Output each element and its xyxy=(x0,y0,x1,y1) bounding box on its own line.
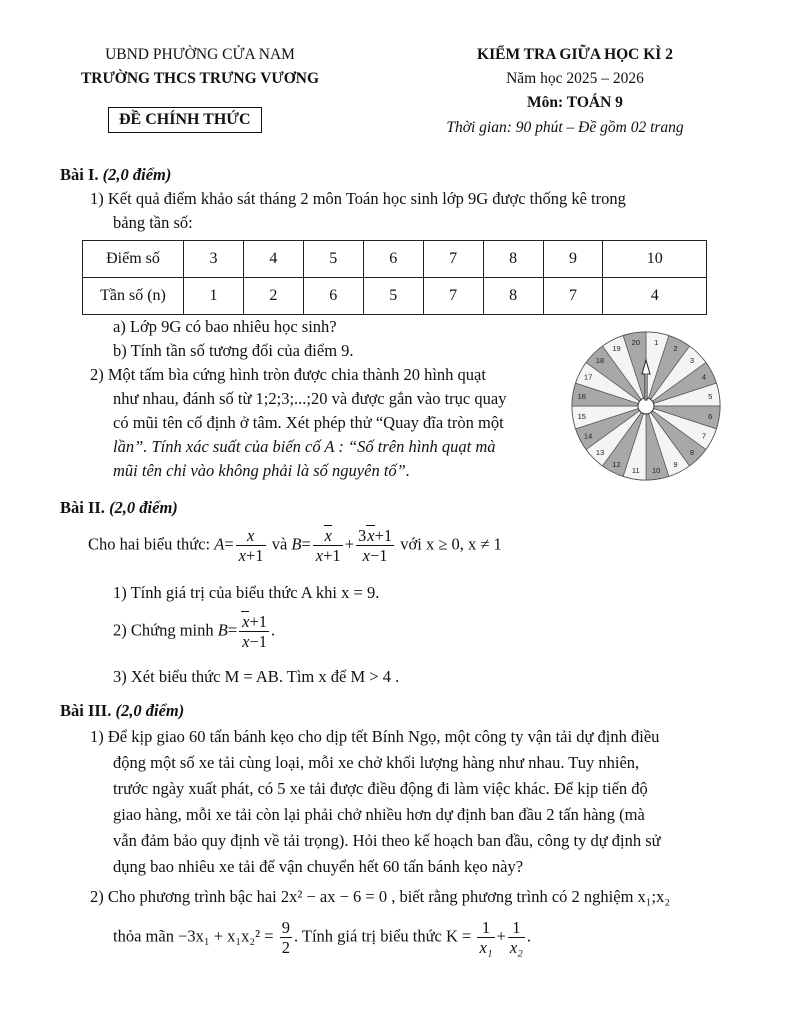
section-1-title: Bài I. xyxy=(60,165,99,184)
q2-3: 3) Xét biểu thức M = AB. Tìm x để M > 4 . xyxy=(113,667,400,686)
wheel-number-label: 18 xyxy=(595,356,605,366)
frequency-table xyxy=(82,240,707,315)
q3-1-line3: trước ngày xuất phát, có 5 xe tải được điều động đi làm việc khác. Để kịp tiến độ xyxy=(113,779,648,798)
section-1-points: (2,0 điểm) xyxy=(102,165,172,184)
wheel-number-label: 12 xyxy=(612,459,621,469)
q2-2: 2) Chứng minh B= $\frac{x+1}{x-1}$ . xyxy=(113,612,276,651)
table-cell: 7 xyxy=(543,278,603,315)
q1-1a: a) Lớp 9G có bao nhiêu học sinh? xyxy=(113,317,337,336)
section-2-heading xyxy=(60,495,178,520)
q1-2-line5: mũi tên chỉ vào không phải là số nguyên tố”. xyxy=(113,461,410,480)
table-cell: 1 xyxy=(184,278,244,315)
wheel-number-label: 11 xyxy=(631,466,640,476)
wheel-number-label: 16 xyxy=(577,391,586,401)
wheel-number-label: 20 xyxy=(631,337,641,347)
table-cell: 7 xyxy=(423,278,483,315)
wheel-number-label: 9 xyxy=(673,459,678,469)
q3-1-line4: giao hàng, mỗi xe tải còn lại phải chở nhiều hơn dự định ban đầu 2 tấn hàng (mà xyxy=(113,805,645,824)
q3-2-line1: 2) Cho phương trình bậc hai 2x² − ax − 6 = 0 , biết rằng phương trình có 2 nghiệm x₁;x₂ xyxy=(90,887,671,906)
wheel-number-label: 1 xyxy=(654,337,659,347)
q1-2-line3: có mũi tên cố định ở tâm. Xét phép thử “Quay đĩa tròn một xyxy=(113,413,504,432)
wheel-number-label: 15 xyxy=(577,412,586,422)
table-cell: 4 xyxy=(603,278,707,315)
q1-2-line1: 2) Một tấm bìa cứng hình tròn được chia thành 20 hình quạt xyxy=(90,365,486,384)
table-cell: 3 xyxy=(184,241,244,278)
table-cell: 5 xyxy=(303,241,363,278)
q1-2-line4: lần”. Tính xác suất của biến cố A : “Số trên hình quạt mà xyxy=(113,437,496,456)
q3-1-line1: 1) Để kịp giao 60 tấn bánh kẹo cho dịp tết Bính Ngọ, một công ty vận tải dự định điều xyxy=(90,727,660,746)
and-word: và xyxy=(271,534,288,554)
section-3-title: Bài III. xyxy=(60,701,112,720)
wheel-number-label: 17 xyxy=(583,372,593,382)
wheel-number-label: 19 xyxy=(612,344,621,354)
official-label: ĐỀ CHÍNH THỨC xyxy=(108,107,262,133)
q1-1-line1: 1) Kết quả điểm khảo sát tháng 2 môn Toán học sinh lớp 9G được thống kê trong xyxy=(90,189,626,208)
wheel-number-label: 14 xyxy=(583,431,593,441)
section-2-points: (2,0 điểm) xyxy=(109,498,178,517)
q1-2-line2: như nhau, đánh số từ 1;2;3;...;20 và được gắn vào trục quay xyxy=(113,389,507,408)
wheel-number-label: 10 xyxy=(651,466,661,476)
q3-1-line2: động một số xe tải cùng loại, mỗi xe chở khối lượng hàng như nhau. Tuy nhiên, xyxy=(113,753,640,772)
wheel-number-label: 8 xyxy=(689,447,695,457)
wheel-number-label: 3 xyxy=(689,356,695,366)
q3-2-condition: thỏa mãn −3x₁ + x₁x₂² = xyxy=(113,926,274,946)
table-row-scores xyxy=(83,241,707,278)
q3-1-line5: vẫn đảm bảo quy định về tải trọng). Hỏi theo kế hoạch ban đầu, công ty dự định sử xyxy=(113,831,661,850)
table-cell: 2 xyxy=(243,278,303,315)
section-1-heading xyxy=(60,162,171,187)
q3-2-ask: . Tính giá trị biểu thức K = xyxy=(293,926,472,946)
table-cell: 8 xyxy=(483,278,543,315)
q3-2-line2: thỏa mãn −3x₁ + x₁x₂² = $\frac{9}{2}$ . Tính giá trị biểu thức K = $\frac{1}{\text{x₁}}$ + $\frac{1}{\text{x₂}}$ . xyxy=(113,918,532,957)
table-cell: 8 xyxy=(483,241,543,278)
table-cell: 7 xyxy=(423,241,483,278)
q2-1: 1) Tính giá trị của biểu thức A khi x = 9. xyxy=(113,583,380,602)
q1-1-line2: bảng tần số: xyxy=(113,213,193,232)
expressions-line: Cho hai biểu thức: A= $\frac{x}{x+1}$ và B= $\frac{x}{x+1}$ + $\frac{3x+1}{x-1}$ với x ≥ 0, x ≠ 1 xyxy=(88,526,502,565)
wheel-number-label: 6 xyxy=(708,412,713,422)
expressions-intro: Cho hai biểu thức: xyxy=(88,534,211,554)
table-cell: 6 xyxy=(363,241,423,278)
wheel-number-label: 13 xyxy=(595,447,605,457)
table-cell: 5 xyxy=(363,278,423,315)
condition: với x ≥ 0, x ≠ 1 xyxy=(400,534,502,554)
school-year: Năm học 2025 – 2026 xyxy=(506,70,644,87)
section-3-heading xyxy=(60,698,184,723)
district-name: UBND PHƯỜNG CỬA NAM xyxy=(105,46,295,63)
q3-1-line6: dụng bao nhiêu xe tải để vận chuyển hết 60 tấn bánh kẹo này? xyxy=(113,857,524,876)
q2-2-text: 2) Chứng minh xyxy=(113,620,214,640)
table-row-freqs xyxy=(83,278,707,315)
exam-title: KIỂM TRA GIỮA HỌC KÌ 2 xyxy=(477,46,673,63)
school-name: TRƯỜNG THCS TRƯNG VƯƠNG xyxy=(80,70,320,87)
subject: Môn: TOÁN 9 xyxy=(527,94,623,111)
table-cell: 9 xyxy=(543,241,603,278)
duration: Thời gian: 90 phút – Đề gồm 02 trang xyxy=(446,119,684,136)
wheel-number-label: 5 xyxy=(708,391,713,401)
table-header-frequency: Tần số (n) xyxy=(83,278,184,315)
spinner-wheel xyxy=(566,330,726,482)
wheel-number-label: 2 xyxy=(673,344,678,354)
table-header-score: Điểm số xyxy=(83,241,184,278)
table-cell: 10 xyxy=(603,241,707,278)
wheel-number-label: 7 xyxy=(701,431,707,441)
section-3-points: (2,0 điểm) xyxy=(115,701,185,720)
wheel-number-label: 4 xyxy=(701,372,707,382)
table-cell: 6 xyxy=(303,278,363,315)
q1-1b: b) Tính tần số tương đối của điểm 9. xyxy=(113,341,354,360)
table-cell: 4 xyxy=(243,241,303,278)
section-2-title: Bài II. xyxy=(60,498,105,517)
